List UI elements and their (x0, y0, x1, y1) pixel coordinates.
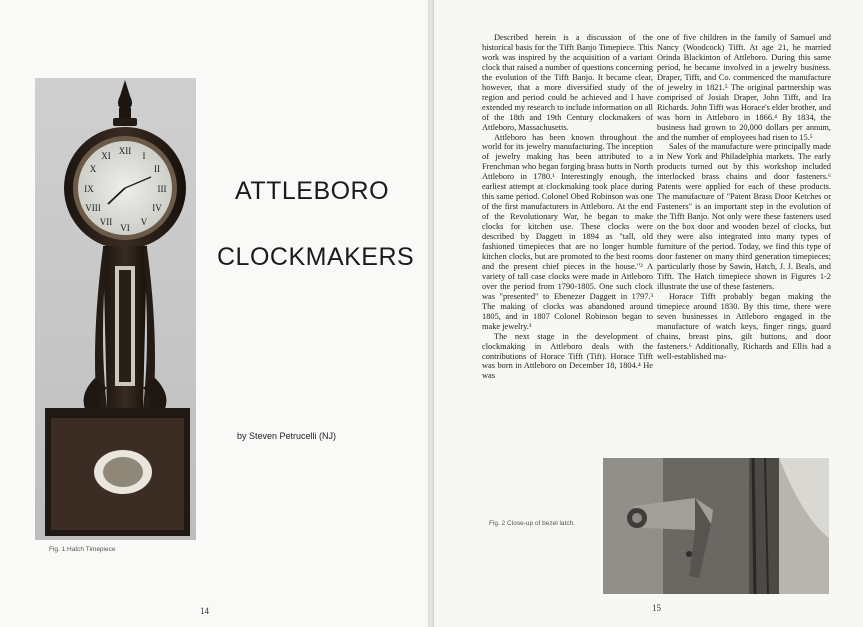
text-column-2 (657, 33, 831, 361)
column2-paragraph: one of five children in the family of Samuel and Nancy (Woodcock) Tifft. At age 21, he married Orinda Blackinton of Attleboro. During this same period, he became involved in a jewelry business. Draper, Tifft, and Co. commenced the manufacture of jewelry in 1821.⁵ The original partnership was comprised of Josiah Draper, John Tifft, and Ira Richards. John Tifft was Horace's elder brother, and was born in Attleboro in 1866.⁴ By 1834, the business had grown to 20,000 dollars per annum, and the number of employees had risen to 15.⁵ (657, 33, 831, 142)
svg-text:I: I (142, 151, 146, 161)
svg-text:IX: IX (84, 184, 94, 194)
article-title-line1: ATTLEBORO (235, 177, 390, 205)
left-page (0, 0, 430, 627)
svg-text:VIII: VIII (85, 203, 101, 213)
figure2-caption: Fig. 2 Close-up of bezel latch. (489, 520, 575, 527)
article-title-line2: CLOCKMAKERS (217, 243, 415, 271)
column2-paragraph: Horace Tifft probably began making the timepiece around 1830. By this time, there were seven businesses in Attleboro engaged in the manufacture of watch keys, finger rings, guard chains, breast pins, gilt buttons, and door fasteners.⁶ Additionally, Richards and Ellis had a well-established ma- (657, 291, 831, 361)
text-column-1 (482, 33, 653, 381)
page-number-right: 15 (652, 603, 661, 613)
svg-text:V: V (140, 217, 148, 227)
svg-text:II: II (154, 164, 160, 174)
page-number-left: 14 (200, 606, 209, 616)
banjo-clock-image (35, 78, 196, 540)
svg-text:VI: VI (120, 223, 130, 233)
column2-paragraph: Sales of the manufacture were principally made in New York and Philadelphia markets. The early products turned out by this workshop included interlocked brass chains and door fasteners.⁶ Patents were applied for each of these products. The manufacture of "Patent Brass Door Ketches or Fasteners" is an important step in the evolution of the Tifft Banjo. Not only were these fasteners used on the box door and wooden bezel of clocks, but they were also integrated into many types of furniture of the period. Today, we find this type of door fastener on many third generation timepieces; particularly those by Sawin, Hatch, J. J. Beals, and Tifft. The Hatch timepiece shown in Figures 1-2 illustrate the use of these fasteners. (657, 142, 831, 291)
svg-text:XI: XI (101, 151, 111, 161)
column1-paragraph: The next stage in the development of clockmaking in Attleboro deals with the contributions of Horace Tifft (Tift). Horace Tifft was born in Attleboro on December 18, 1804.⁴ He was (482, 331, 653, 381)
svg-text:VII: VII (99, 217, 113, 227)
column1-paragraph: Attleboro has been known throughout the world for its jewelry manufacturing. The inception of jewelry making has been attributed to a Frenchman who began forging brass butts in North Attleboro in 1780.¹ Interestingly enough, the earliest attempt at clockmaking took place during this same period. Colonel Obed Robinson was one of the first manufacturers in Attleboro. At the end of the Revolutionary War, he began to make clocks for kitchen use. These clocks were described by Daggett in 1894 as "tall, old fashioned timepieces that are no longer humble kitchen clocks, but are promoted to the best rooms and the present chief pieces in the house."² A variety of tall case clocks were made in Attleboro over the period from 1790-1805. One such clock was "presented" to Ebenezer Daggett in 1797.³ The making of clocks was abandoned around 1805, and in 1807 Colonel Robinson began to make jewelry.³ (482, 132, 653, 331)
bezel-latch-image (603, 458, 829, 594)
figure1-caption: Fig. 1 Hatch Timepiece (49, 546, 116, 553)
svg-text:III: III (157, 184, 167, 194)
svg-text:X: X (89, 164, 97, 174)
svg-text:XII: XII (118, 146, 132, 156)
figure1-photo-banjo-clock (35, 78, 196, 540)
column1-paragraph: Described herein is a discussion of the historical basis for the Tifft Banjo Timepiece. This work was inspired by the acquisition of a variant clock that raised a number of questions concerning the evolution of the Tifft Banjo. It became clear, however, that a more diversified study of the region and period could be achieved and I have extended my research to include information on all of the 18th and 19th Century clockmakers of Attleboro, Massachusetts. (482, 33, 653, 132)
figure2-photo-bezel-latch (603, 458, 829, 594)
svg-text:IV: IV (152, 203, 162, 213)
article-byline: by Steven Petrucelli (NJ) (237, 431, 337, 441)
